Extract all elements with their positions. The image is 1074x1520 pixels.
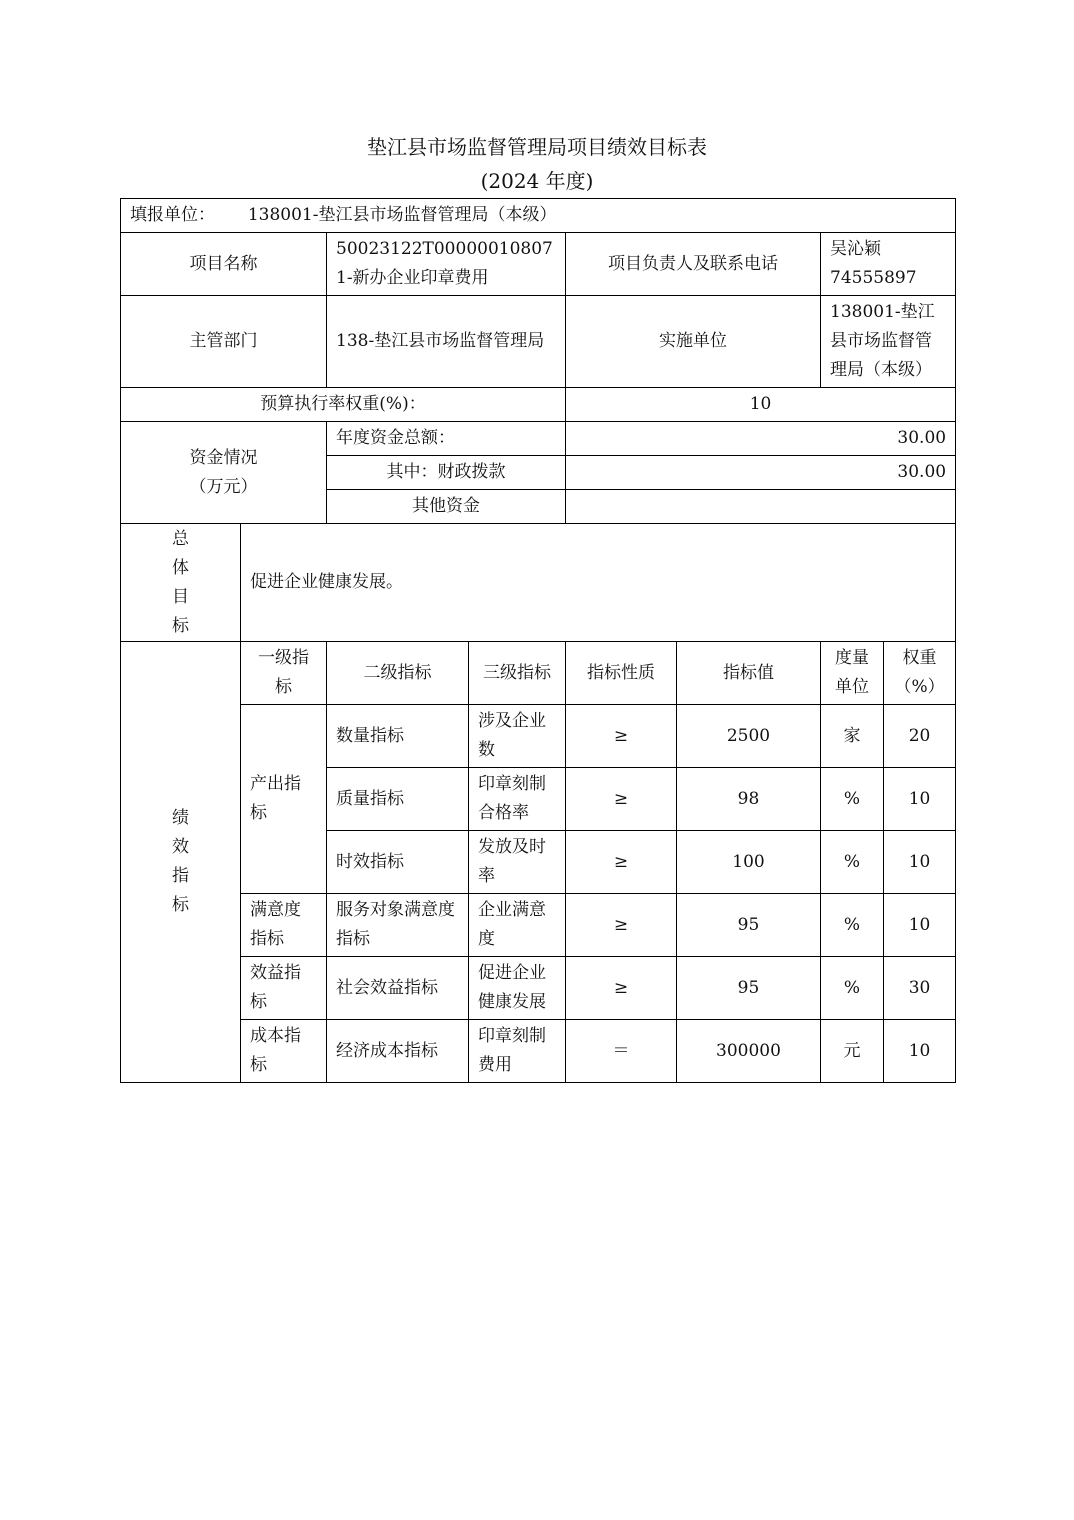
table-row [121,705,956,768]
value-cell: 95 [677,894,821,957]
weight-cell: 10 [884,894,956,957]
nature-cell: ≥ [566,831,677,894]
header-weight: 权重（%） [884,642,956,705]
level2-cell: 经济成本指标 [327,1020,469,1083]
value-cell: 95 [677,957,821,1020]
level3-cell: 发放及时率 [469,831,566,894]
group-output: 产出指标 [241,705,327,894]
level2-cell: 社会效益指标 [327,957,469,1020]
weight-cell: 10 [884,831,956,894]
goal-label-char: 总 [172,528,189,549]
funds-total-value: 30.00 [566,422,956,456]
perf-label [121,642,241,1083]
header-value: 指标值 [677,642,821,705]
level2-cell: 数量指标 [327,705,469,768]
impl-unit-value: 138001-垫江县市场监督管理局（本级） [821,296,956,388]
project-name-label: 项目名称 [121,233,327,296]
level3-cell: 涉及企业数 [469,705,566,768]
nature-cell: ≥ [566,768,677,831]
contact-name: 吴沁颖 [830,239,881,259]
unit-cell: % [821,957,884,1020]
goal-label-char: 目 [172,586,189,607]
level3-cell: 印章刻制合格率 [469,768,566,831]
nature-cell: ≥ [566,705,677,768]
perf-label-char: 指 [172,866,189,886]
perf-label-char: 效 [172,837,189,857]
budget-rate-label: 预算执行率权重(%)： [121,388,566,422]
value-cell: 100 [677,831,821,894]
unit-cell: % [821,894,884,957]
filler-label: 填报单位： [130,205,215,225]
perf-label-char: 标 [172,895,189,915]
table-row [121,894,956,957]
level3-cell: 印章刻制费用 [469,1020,566,1083]
page-title: 垫江县市场监督管理局项目绩效目标表 [367,135,707,159]
goal-label [121,524,241,642]
group-satisfaction: 满意度指标 [241,894,327,957]
project-contact-label: 项目负责人及联系电话 [566,233,821,296]
perf-label-char: 绩 [172,808,189,828]
funds-label-line1: 资金情况 [189,447,258,468]
goal-label-char: 标 [172,615,189,636]
performance-target-table [120,198,956,1083]
header-level1: 一级指标 [241,642,327,705]
nature-cell: ≥ [566,957,677,1020]
impl-unit-label: 实施单位 [566,296,821,388]
unit-cell: % [821,768,884,831]
filler-value: 138001-垫江县市场监督管理局（本级） [247,205,557,225]
level2-cell: 质量指标 [327,768,469,831]
project-name-value: 50023122T000000108071-新办企业印章费用 [327,233,566,296]
funds-label-line2: （万元） [189,476,258,497]
weight-cell: 10 [884,1020,956,1083]
funds-total-label: 年度资金总额： [327,422,566,456]
group-benefit: 效益指标 [241,957,327,1020]
header-level3: 三级指标 [469,642,566,705]
header-level2: 二级指标 [327,642,469,705]
unit-cell: 家 [821,705,884,768]
goal-label-char: 体 [172,557,189,578]
filler-row [121,199,956,233]
unit-cell: 元 [821,1020,884,1083]
weight-cell: 10 [884,768,956,831]
goal-text: 促进企业健康发展。 [241,524,956,642]
funds-fiscal-value: 30.00 [566,456,956,490]
table-row [121,1020,956,1083]
dept-value: 138-垫江县市场监督管理局 [327,296,566,388]
page-subtitle: (2024 年度) [480,169,594,193]
header-unit: 度量单位 [821,642,884,705]
dept-label: 主管部门 [121,296,327,388]
value-cell: 300000 [677,1020,821,1083]
value-cell: 98 [677,768,821,831]
group-cost: 成本指标 [241,1020,327,1083]
value-cell: 2500 [677,705,821,768]
level2-cell: 时效指标 [327,831,469,894]
level3-cell: 企业满意度 [469,894,566,957]
weight-cell: 20 [884,705,956,768]
unit-cell: % [821,831,884,894]
header-nature: 指标性质 [566,642,677,705]
nature-cell: ≥ [566,894,677,957]
contact-phone: 74555897 [830,268,917,288]
table-row [121,957,956,1020]
weight-cell: 30 [884,957,956,1020]
funds-other-value [566,490,956,524]
project-contact-value [821,233,956,296]
nature-cell: ＝ [566,1020,677,1083]
funds-label [121,422,327,524]
level2-cell: 服务对象满意度指标 [327,894,469,957]
budget-rate-value: 10 [566,388,956,422]
funds-fiscal-label: 其中：财政拨款 [327,456,566,490]
level3-cell: 促进企业健康发展 [469,957,566,1020]
funds-other-label: 其他资金 [327,490,566,524]
